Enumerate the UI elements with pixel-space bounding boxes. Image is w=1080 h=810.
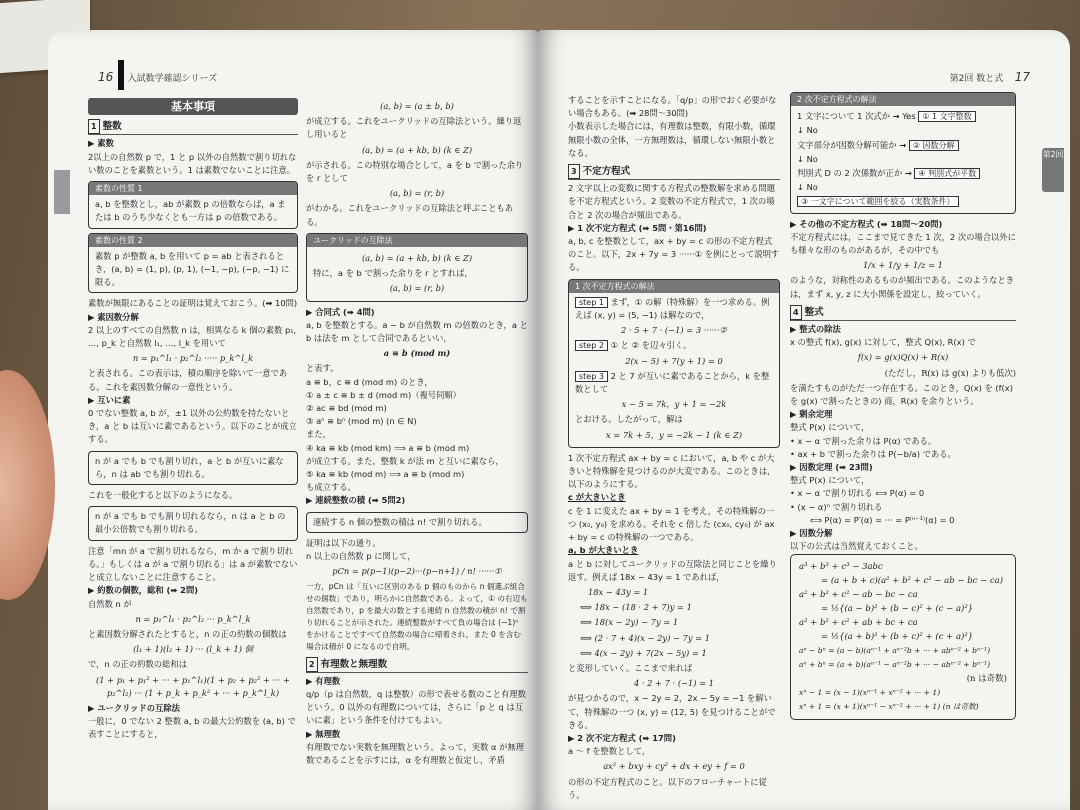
- paragraph: を満たすものがただ一つ存在する。このとき，Q(x) を (f(x) を g(x) で割ったときの) 商，R(x) を余りという。: [790, 382, 1013, 407]
- paragraph: 以下の公式は当然覚えておくこと。: [790, 541, 923, 552]
- section-banner: 基本事項: [88, 98, 298, 115]
- formula: n = p₁^l₁ · p₂^l₂ ··· p_k^l_k: [135, 613, 251, 624]
- box-title: 2 次不定方程式の解法: [791, 93, 1015, 106]
- paragraph: がわかる。これをユークリッドの互除法と呼ぶこともある。: [306, 203, 514, 227]
- left-chapter-tab: [54, 170, 70, 214]
- list-item: • x − α で割った余りは P(α) である。: [790, 435, 937, 446]
- formula: ax² + bxy + cy² + dx + ey + f = 0: [603, 761, 745, 772]
- case-heading: c が大きいとき: [568, 492, 626, 503]
- statement-box: n が a でも b でも割り切れるなら，n は a と b の最小公倍数でも割り切れる。: [88, 506, 298, 540]
- left-page: [48, 30, 538, 810]
- paragraph: することを示すことになる。「q/p」の形でおく必要がない場合もある。(➡ 28問〜30問): [568, 95, 777, 119]
- paragraph: 整式 P(x) について，: [790, 422, 870, 433]
- subheading: ▶ 互いに素: [88, 394, 131, 405]
- formula: pCn = p(p−1)(p−2)···(p−n+1) / n! ······①: [332, 566, 502, 577]
- paragraph: n 以上の自然数 p に関して，: [306, 551, 416, 562]
- paragraph: と表される。この表示は，積の順序を除いて一意である。これを素因数分解の一意性という。: [88, 368, 288, 392]
- formula: (l₁ + 1)(l₂ + 1) ··· (l_k + 1) 個: [133, 644, 253, 655]
- paragraph: 0 でない整数 a, b が，±1 以外の公約数を持たないとき，a と b は互いに素であるという。以下のことが成立する。: [88, 408, 297, 445]
- paragraph: の形の不定方程式のこと。以下のフローチャートに従う。: [568, 776, 767, 800]
- box-title: ユークリッドの互除法: [307, 234, 527, 247]
- step-label: step 1: [575, 297, 608, 308]
- flowchart-box: 2 次不定方程式の解法 1 文字について 1 次式か → Yes ① 1 文字整数 ↓ No 文字部分が因数分解可能か → ② 因数分解 ↓ No 判別式 D の 2 次係数が正か → ④ 判別式が平数 ↓ No ③ 一文字について範囲を絞る（実数条件）: [790, 92, 1016, 214]
- formula: ⟺ 4(x − 2y) + 7(2x − 5y) = 1: [580, 647, 707, 658]
- section-heading-integers: 1 整数: [88, 119, 298, 135]
- paragraph: が見つかるので，x − 2y = 2，2x − 5y = −1 を解いて，特殊解の一つ (x, y) = (12, 5) を見つけることができる。: [568, 693, 776, 730]
- box-title: 素数の性質 2: [89, 234, 297, 247]
- paragraph: a, b を整数とする。a − b が自然数 m の倍数のとき，a と b は法を m として合同であるといい，: [306, 319, 528, 344]
- list-item: ⑤ ka ≡ kb (mod m) ⟹ a ≡ b (mod m): [306, 469, 465, 480]
- formula: (a, b) = (a ± b, b): [380, 101, 454, 111]
- box-title: 1 次不定方程式の解法: [569, 280, 779, 293]
- box-title: 素数の性質 1: [89, 182, 297, 195]
- formula: (a, b) = (a + kb, b) (k ∈ Z): [361, 144, 473, 155]
- formula: 4 · 2 + 7 · (−1) = 1: [633, 678, 715, 689]
- formula: 18x − 43y = 1: [588, 586, 649, 597]
- step-label: step 2: [575, 340, 608, 351]
- paragraph: 有理数でない実数を無理数という。よって，実数 α が無理数であることを示すには，α を有理数と仮定し，矛盾: [306, 741, 525, 765]
- formula: (a, b) = (r, b): [389, 188, 445, 199]
- list-item: ③ aⁿ ≡ bⁿ (mod m) (n ∈ N): [306, 416, 417, 427]
- formula: ⟺ 18(x − 2y) − 7y = 1: [580, 617, 679, 628]
- paragraph: 証明は以下の通り。: [306, 537, 381, 548]
- subheading: ▶ 約数の個数，総和 (➡ 2問): [88, 585, 199, 596]
- right-column-2: [790, 88, 1016, 720]
- paragraph: 素数が無限にあることの証明は覚えておこう。(➡ 10問): [88, 298, 298, 309]
- section-heading-rational: 2 有理数と無理数: [306, 657, 528, 673]
- paragraph: 整式 P(x) について，: [790, 475, 870, 486]
- left-column-2: [306, 98, 528, 767]
- section-heading-polynomials: 4 整式: [790, 305, 1016, 321]
- paragraph: a と b に対してユークリッドの互除法と同じことを繰り返す。例えば 18x − 43y = 1 であれば，: [568, 558, 777, 582]
- paragraph: a, b, c を整数として，ax + by = c の形の不定方程式のこと。以下，2x + 7y = 3 ······① を例にとって説明する。: [568, 236, 780, 273]
- property-box: [88, 233, 298, 294]
- section-heading-diophantine: 3 不定方程式: [568, 164, 780, 180]
- statement-box: n が a でも b でも割り切れ，a と b が互いに素なら，n は ab でも割り切れる。: [88, 451, 298, 485]
- paragraph: と素因数分解されたとすると，n の正の約数の個数は: [88, 628, 287, 639]
- left-page-number: 16: [98, 70, 114, 84]
- subheading: ▶ 素因数分解: [88, 311, 139, 322]
- list-item: • ax + b で割った余りは P(−b/a) である。: [790, 448, 956, 459]
- step-label: step 3: [575, 371, 608, 382]
- paragraph: 1 次不定方程式 ax + by = c において，a, b や c が大きいと特殊解を見つけるのが大変である。このときは，以下のようにする。: [568, 452, 776, 490]
- linear-solution-box: 1 次不定方程式の解法 step 1 まず，① の解（特殊解）を一つ求める。例えば (x, y) = (5, −1) は解なので， 2 · 5 + 7 · (−1) = 3 ······② step 2 ① と ② を辺々引く。 2(x − 5) + 7(y + 1) = 0 step 3 2 と 7 が互いに素であることから，k を整数として x − 5 = 7k，y + 1 = −2k とおける。したがって，解は x = 7k + 5，y = −2k − 1 (k ∈ Z): [568, 279, 780, 448]
- paragraph: 2 以上のすべての自然数 n は，相異なる k 個の素数 p₁, …, p_k と自然数 l₁, …, l_k を用いて: [88, 324, 297, 349]
- paragraph: a ≡ b，c ≡ d (mod m) のとき，: [306, 376, 433, 387]
- paragraph: で，n の正の約数の総和は: [88, 659, 187, 670]
- formula: ⟺ (2 · 7 + 4)(x − 2y) − 7y = 1: [580, 632, 711, 643]
- paragraph: も成立する。: [306, 482, 356, 493]
- list-item: ② ac ≡ bd (mod m): [306, 403, 387, 414]
- paragraph: が成立する。また，整数 k が法 m と互いに素なら，: [306, 455, 504, 466]
- formula: n = p₁^l₁ · p₂^l₂ ····· p_k^l_k: [132, 353, 254, 364]
- list-item: ① a ± c ≡ b ± d (mod m)（複号同順）: [306, 389, 461, 400]
- list-item: • (x − α)ⁿ で割り切れる: [790, 501, 883, 512]
- case-heading: a, b が大きいとき: [568, 545, 639, 556]
- list-item: • x − α で割り切れる ⟺ P(α) = 0: [790, 488, 925, 499]
- list-item: ⟺ P(α) = P′(α) = ··· = P⁽ⁿ⁻¹⁾(α) = 0: [810, 514, 955, 525]
- paragraph: また，: [306, 429, 331, 440]
- right-header: [950, 70, 1030, 84]
- formula: ⟺ 18x − (18 · 2 + 7)y = 1: [580, 602, 692, 613]
- subheading: ▶ ユークリッドの互除法: [88, 702, 180, 713]
- chapter-title: 第2回 数と式: [949, 74, 1004, 84]
- paragraph: x の整式 f(x), g(x) に対して，整式 Q(x), R(x) で: [790, 337, 976, 348]
- factoring-formula-box: a³ + b³ + c³ − 3abc = (a + b + c)(a² + b² + c² − ab − bc − ca) a² + b² + c² − ab − bc − ca = ½{(a − b)² + (b − c)² + (c − a)²} a² + b² + c² + ab + bc + ca = ½{(a + b)² + (b + c)² + (c + a)²} aⁿ − bⁿ = (a − b)(aⁿ⁻¹ + aⁿ⁻²b + ··· + abⁿ⁻² + bⁿ⁻¹) aⁿ + bⁿ = (a + b)(aⁿ⁻¹ − aⁿ⁻²b + ··· − abⁿ⁻² + bⁿ⁻¹) (n は奇数) xⁿ − 1 = (x − 1)(xⁿ⁻¹ + xⁿ⁻² + ··· + 1) xⁿ + 1 = (x + 1)(xⁿ⁻¹ − xⁿ⁻² + ··· + 1) (n は奇数): [790, 554, 1016, 720]
- paragraph: が成立する。これをユークリッドの互除法という。繰り返し用いると: [306, 116, 522, 140]
- paragraph: q/p（p は自然数，q は整数）の形で表せる数のこと有理数という。0 以外の有理数については，さらに「p と q は互いに素」という条件を付けてもよい。: [306, 688, 526, 726]
- formula: 1/x + 1/y + 1/z = 1: [863, 260, 943, 271]
- euclid-box: ユークリッドの互除法 (a, b) = (a + kb, b) (k ∈ Z) 特に，a を b で割った余りを r とすれば， (a, b) = (r, b): [306, 233, 528, 302]
- right-page: [538, 30, 1070, 810]
- paragraph: c を 1 に変えた ax + by = 1 を考え，その特殊解の一つ (x₀, y₀) を求める。それを c 倍した (cx₀, cy₀) が ax + by = c の特殊解の一つである。: [568, 505, 775, 543]
- paragraph: 2 文字以上の変数に関する方程式の整数解を求める問題を不定方程式という。2 変数の不定方程式で，1 次の場合と 2 次の場合が頻出である。: [568, 183, 776, 220]
- subheading: ▶ 合同式 (➡ 4問): [306, 306, 375, 317]
- note: 注意「mn が a で割り切れるなら，m か a で割り切れる。」もしくは a が a で割り切れる」は a が素数でないと成立しないことに注意すること。: [88, 545, 298, 583]
- paragraph: のような，対称性のあるものが頻出である。このようなときは，まず x, y, z に大小関係を設定し，絞っていく。: [790, 275, 1015, 299]
- formula: f(x) = g(x)Q(x) + R(x): [857, 352, 949, 363]
- subheading: ▶ 連続整数の積 (➡ 5問2): [306, 495, 406, 506]
- paragraph: と変形していく。ここまで来れば: [568, 662, 693, 673]
- series-title: 入試数学確認シリーズ: [127, 74, 218, 84]
- subheading: ▶ 素数: [88, 138, 114, 149]
- subheading: ▶ 剰余定理: [790, 409, 833, 420]
- subheading: ▶ 1 次不定方程式 (➡ 5問・第16問): [568, 222, 707, 233]
- formula: a ≡ b (mod m): [383, 348, 451, 359]
- box-body: 素数 p が整数 a, b を用いて p = ab と表されるとき，(a, b) = (1, p), (p, 1), (−1, −p), (−p, −1) に限る。: [95, 250, 290, 288]
- subheading: ▶ 因数定理 (➡ 23問): [790, 462, 873, 473]
- left-column-1: [88, 98, 298, 742]
- subheading: ▶ 整式の除法: [790, 324, 841, 335]
- subheading: ▶ 2 次不定方程式 (➡ 17問): [568, 732, 676, 743]
- paragraph: 2以上の自然数 p で，1 と p 以外の自然数で割り切れない数のことを素数という。1 は素数でないことに注意。: [88, 151, 297, 175]
- paragraph: 自然数 n が: [88, 598, 132, 609]
- formula: (1 + p₁ + p₁² + ··· + p₁^l₁)(1 + p₂ + p₂² + ··· + p₂^l₂) ··· (1 + p_k + p_k² + ··· + p_k^l_k): [95, 674, 291, 698]
- subheading: ▶ 有理数: [306, 675, 341, 686]
- statement-box: 連続する n 個の整数の積は n! で割り切れる。: [306, 512, 528, 533]
- right-column-1: [568, 94, 780, 802]
- paragraph: と表す。: [306, 363, 339, 374]
- subheading: ▶ その他の不定方程式 (➡ 18問〜20問): [790, 218, 943, 229]
- paragraph: が示される。この特別な場合として，a を b で割った余りを r として: [306, 159, 524, 184]
- paragraph: 一般に，0 でない 2 整数 a, b の最大公約数を (a, b) で表すことにすると，: [88, 716, 296, 740]
- chapter-tab: 第2回: [1042, 148, 1064, 192]
- paragraph: 不定方程式には，ここまで見てきた 1 次，2 次の場合以外にも様々な形のものがあるが，その中でも: [790, 231, 1016, 256]
- paragraph: a 〜 f を整数として，: [568, 746, 651, 757]
- paragraph: 小数表示した場合には，有理数は整数，有限小数，循環無限小数の全体，一方無理数は，循環しない無限小数となる。: [568, 121, 776, 158]
- paragraph: これを一般化すると以下のようになる。: [88, 490, 238, 501]
- subheading: ▶ 因数分解: [790, 528, 833, 539]
- property-box: [88, 181, 298, 229]
- left-header: [98, 70, 217, 84]
- list-item: ④ ka ≡ kb (mod km) ⟹ a ≡ b (mod m): [306, 442, 470, 453]
- formula-note: (ただし，R(x) は g(x) よりも低次): [884, 367, 1016, 378]
- paragraph: 一方，pCn は「互いに区別のある p 個のものから n 個選ぶ組合せの個数」であり，明らかに自然数である。よって，① の右辺も自然数であり，p を最大の数とする連続 n 自然数の積が n! で割り切れることが示された。連続整数がすべて負の場合は (−1)ⁿ をかけることですべて自然数の場合に帰着され，また 0 を含む場合は積が 0 になるので自明。: [306, 581, 528, 651]
- subheading: ▶ 無理数: [306, 728, 341, 739]
- box-body: a, b を整数とし，ab が素数 p の倍数ならば，a または b のうち少なくとも一方は p の倍数である。: [95, 199, 286, 223]
- right-page-number: 17: [1014, 70, 1030, 84]
